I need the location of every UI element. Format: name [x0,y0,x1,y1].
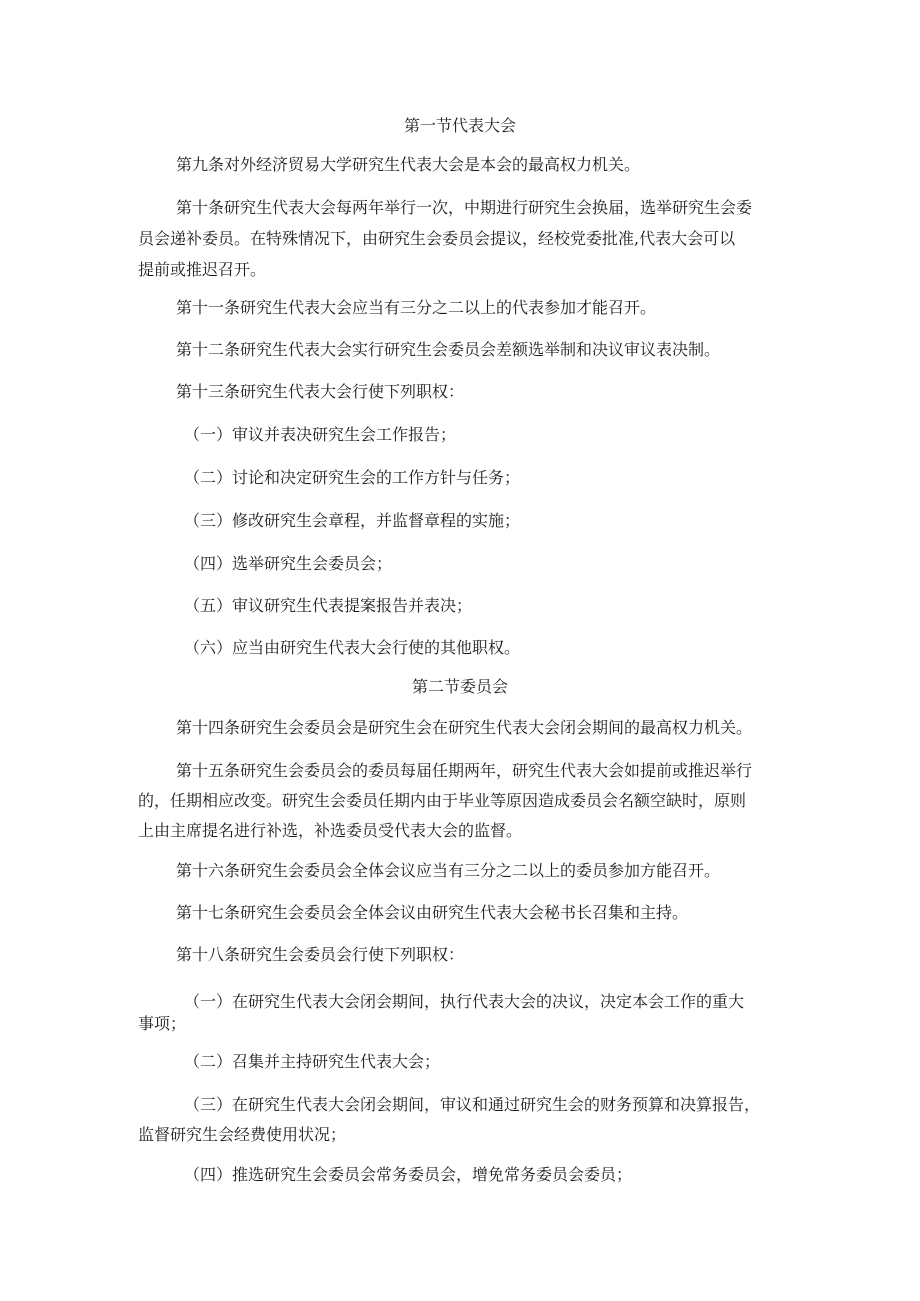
article-16: 第十六条研究生会委员会全体会议应当有三分之二以上的委员参加方能召开。 [176,861,721,880]
article-13-item-4: （四）选举研究生会委员会； [184,554,393,573]
article-11: 第十一条研究生代表大会应当有三分之二以上的代表参加才能召开。 [176,298,657,317]
article-18-item-1-line-2: 事项； [138,1014,187,1033]
article-13: 第十三条研究生代表大会行使下列职权： [176,382,465,401]
article-17: 第十七条研究生会委员会全体会议由研究生代表大会秘书长召集和主持。 [176,903,689,922]
article-15-line-1: 第十五条研究生会委员会的委员每届任期两年，研究生代表大会如提前或推迟举行 [176,761,753,780]
article-18-item-3-line-1: （三）在研究生代表大会闭会期间，审议和通过研究生会的财务预算和决算报告， [184,1095,761,1114]
article-13-item-5: （五）审议研究生代表提案报告并表决； [184,596,473,615]
article-18-item-1-line-1: （一）在研究生代表大会闭会期间，执行代表大会的决议，决定本会工作的重大 [184,992,745,1011]
article-18-item-3-line-2: 监督研究生会经费使用状况； [138,1125,347,1144]
article-14: 第十四条研究生会委员会是研究生会在研究生代表大会闭会期间的最高权力机关。 [176,718,753,737]
section-heading: 第二节委员会 [411,677,508,696]
article-12: 第十二条研究生代表大会实行研究生会委员会差额选举制和决议审议表决制。 [176,340,721,359]
article-10-line-3: 提前或推迟召开。 [138,260,267,279]
section-heading: 第一节代表大会 [403,116,516,135]
article-13-item-2: （二）讨论和决定研究生会的工作方针与任务； [184,468,521,487]
article-15-line-3: 上由主席提名进行补选，补选委员受代表大会的监督。 [138,821,523,840]
article-18: 第十八条研究生会委员会行使下列职权： [176,945,465,964]
article-18-item-2: （二）召集并主持研究生代表大会； [184,1052,441,1071]
article-18-item-4: （四）推选研究生会委员会常务委员会，增免常务委员会委员； [184,1165,633,1184]
article-15-line-2: 的，任期相应改变。研究生会委员任期内由于毕业等原因造成委员会名额空缺时，原则 [138,791,747,810]
article-13-item-6: （六）应当由研究生代表大会行使的其他职权。 [184,638,521,657]
article-13-item-3: （三）修改研究生会章程，并监督章程的实施； [184,511,521,530]
article-10-line-2: 员会递补委员。在特殊情况下，由研究生会委员会提议，经校党委批准,代表大会可以 [138,229,736,248]
article-13-item-1: （一）审议并表决研究生会工作报告； [184,425,457,444]
article-10-line-1: 第十条研究生代表大会每两年举行一次，中期进行研究生会换届，选举研究生会委 [176,198,753,217]
article-9: 第九条对外经济贸易大学研究生代表大会是本会的最高权力机关。 [176,155,641,174]
